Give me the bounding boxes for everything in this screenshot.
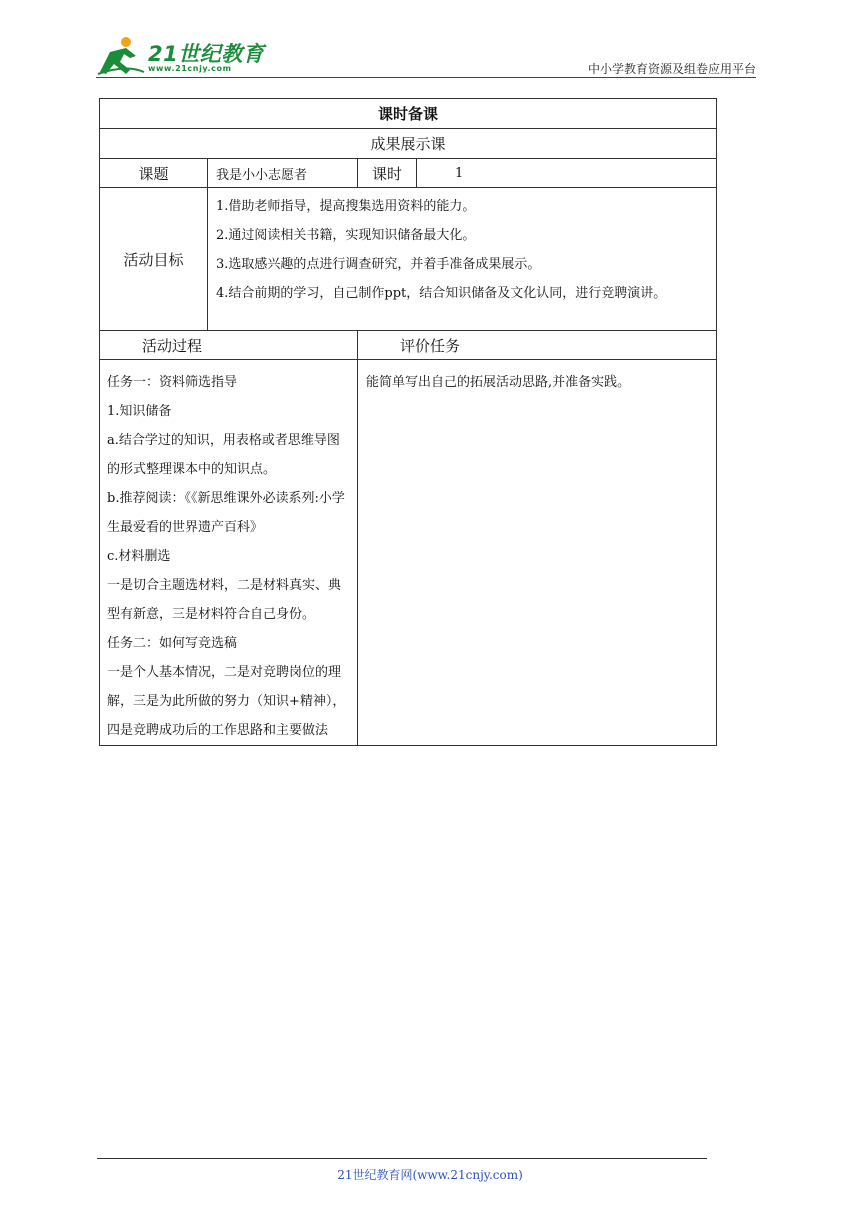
goal-item: 2.通过阅读相关书籍，实现知识储备最大化。 [216,228,476,243]
footer-divider [97,1158,707,1159]
header-platform-text: 中小学教育资源及组卷应用平台 [587,62,756,76]
evaluation-header: 评价任务 [358,331,717,360]
process-header: 活动过程 [100,331,358,360]
process-line: 任务二：如何写竞选稿 [107,636,238,651]
table-subtitle: 成果展示课 [100,129,717,159]
goal-item: 4.结合前期的学习，自己制作ppt，结合知识储备及文化认同，进行竞聘演讲。 [216,286,667,301]
topic-label: 课题 [100,159,208,188]
period-value: 1 [417,159,717,188]
header-divider [96,77,756,78]
goals-label: 活动目标 [100,188,208,331]
process-line: a.结合学过的知识，用表格或者思维导图的形式整理课本中的知识点。 [107,433,340,477]
process-line: 任务一：资料筛选指导 [107,375,238,390]
logo-text: 21世纪教育 [148,42,265,66]
process-content [100,360,358,746]
logo-url: www.21cnjy.com [148,64,232,73]
process-line: 1.知识储备 [107,404,172,419]
table-title: 课时备课 [100,99,717,129]
page-header [0,0,860,80]
lesson-plan-table [99,98,717,746]
footer-link[interactable]: 21世纪教育网(www.21cnjy.com) [337,1168,523,1182]
goal-item: 3.选取感兴趣的点进行调查研究，并着手准备成果展示。 [216,257,541,272]
process-line: 一是个人基本情况，二是对竞聘岗位的理解，三是为此所做的努力（知识+精神），四是竞聘成功后的工作思路和主要做法 [107,665,346,738]
topic-value: 我是小小志愿者 [208,159,358,188]
process-line: b.推荐阅读：《《新思维课外必读系列:小学生最爱看的世界遗产百科》 [107,491,345,535]
evaluation-content: 能简单写出自己的拓展活动思路,并准备实践。 [358,360,717,746]
goal-item: 1.借助老师指导，提高搜集选用资料的能力。 [216,199,476,214]
process-line: c.材料删选 [107,549,171,564]
process-line: 一是切合主题选材料，二是材料真实、典型有新意，三是材料符合自己身份。 [107,578,342,622]
goals-list [208,188,717,331]
period-label: 课时 [358,159,417,188]
